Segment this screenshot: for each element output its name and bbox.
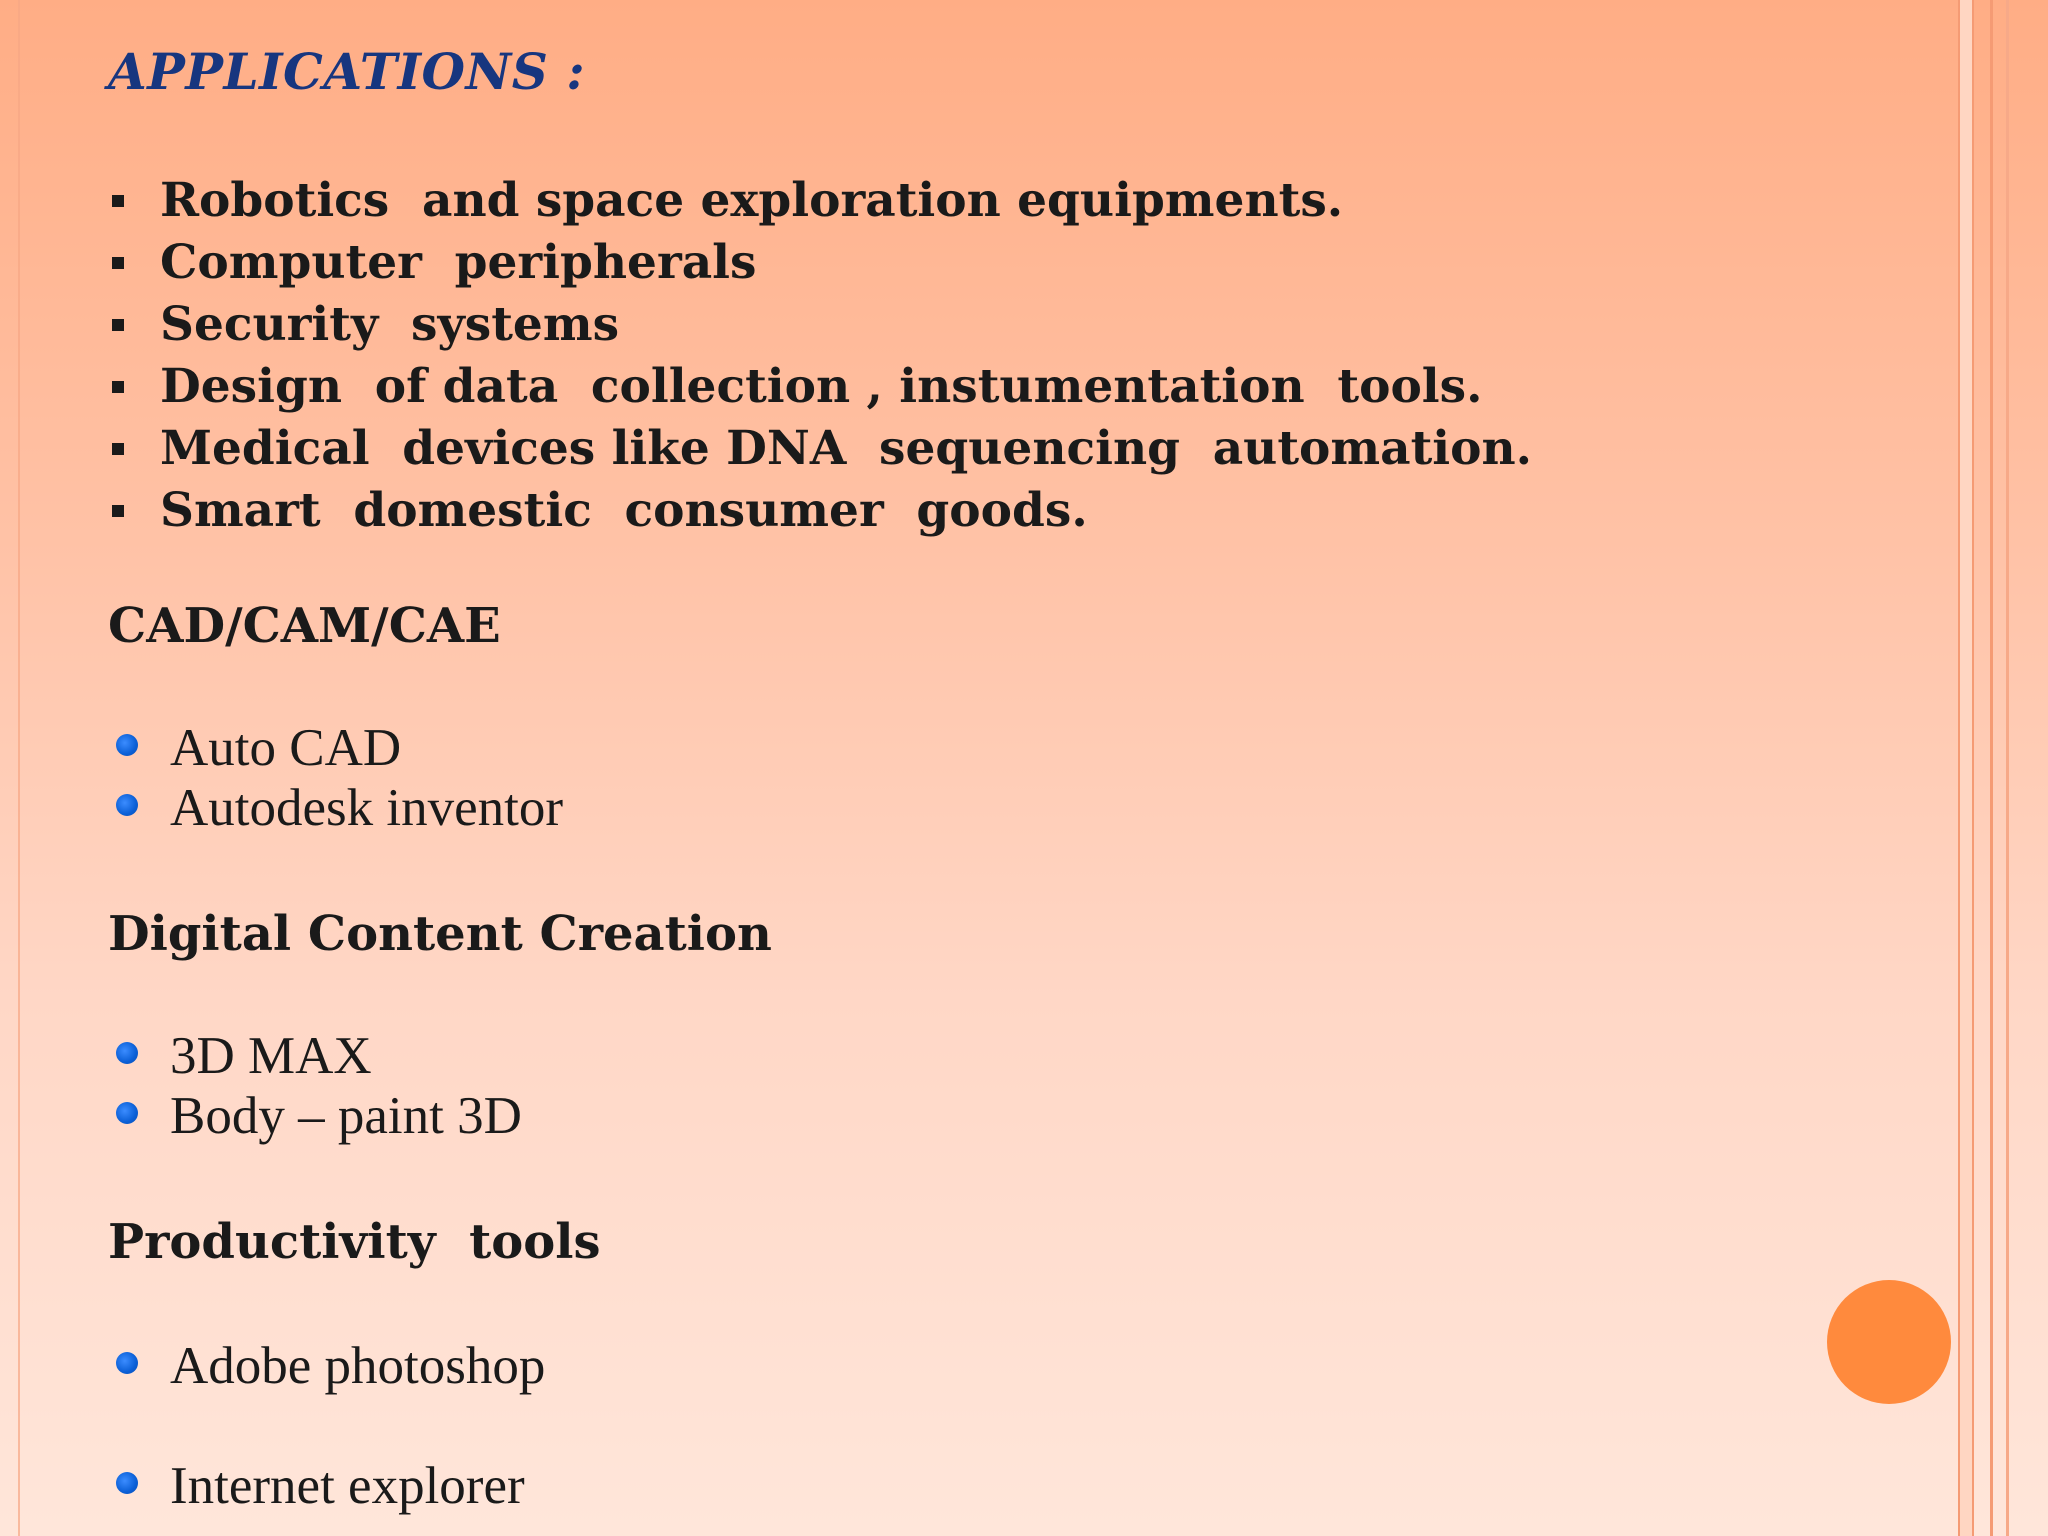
dot-bullet-icon: [116, 1352, 138, 1374]
frame-line-right-2: [2006, 0, 2009, 1536]
list-item: [108, 1026, 522, 1086]
list-item: [108, 418, 1532, 480]
applications-list: [108, 170, 1532, 542]
list-item-text: Body – paint 3D: [170, 1087, 522, 1145]
square-bullet-icon: [112, 443, 124, 455]
square-bullet-icon: [112, 505, 124, 517]
list-item-text: Internet explorer: [170, 1457, 525, 1515]
list-item-text: Computer peripherals: [160, 235, 757, 290]
dot-bullet-icon: [116, 794, 138, 816]
list-item: [108, 232, 1532, 294]
frame-band-right: [1958, 0, 1974, 1536]
dot-bullet-icon: [116, 734, 138, 756]
list-item-text: Auto CAD: [170, 719, 402, 777]
square-bullet-icon: [112, 257, 124, 269]
list-item-text: Security systems: [160, 297, 620, 352]
list-item: [108, 1086, 522, 1146]
cad-tools-list: [108, 718, 563, 838]
section-heading-productivity: Productivity tools: [108, 1214, 601, 1270]
list-item-text: Smart domestic consumer goods.: [160, 483, 1088, 538]
list-item-text: Robotics and space exploration equipments.: [160, 173, 1344, 228]
frame-line-left: [18, 0, 20, 1536]
list-item: [108, 1336, 545, 1456]
list-item: [108, 170, 1532, 232]
dot-bullet-icon: [116, 1102, 138, 1124]
dot-bullet-icon: [116, 1472, 138, 1494]
square-bullet-icon: [112, 319, 124, 331]
list-item-text: 3D MAX: [170, 1027, 372, 1085]
productivity-tools-list: [108, 1336, 545, 1516]
list-item: [108, 294, 1532, 356]
slide-title: APPLICATIONS :: [108, 42, 586, 101]
list-item: [108, 778, 563, 838]
digital-content-list: [108, 1026, 522, 1146]
list-item-text: Autodesk inventor: [170, 779, 564, 837]
section-heading-cad: CAD/CAM/CAE: [108, 598, 501, 654]
list-item: [108, 356, 1532, 418]
list-item: [108, 480, 1532, 542]
frame-line-right-1: [1990, 0, 1993, 1536]
dot-bullet-icon: [116, 1042, 138, 1064]
decorative-circle-icon: [1827, 1280, 1951, 1404]
list-item: [108, 718, 563, 778]
square-bullet-icon: [112, 381, 124, 393]
list-item: [108, 1456, 545, 1516]
section-heading-digital-content: Digital Content Creation: [108, 906, 772, 962]
square-bullet-icon: [112, 195, 124, 207]
list-item-text: Design of data collection , instumentation tools.: [160, 359, 1483, 414]
list-item-text: Medical devices like DNA sequencing automation.: [160, 421, 1533, 476]
list-item-text: Adobe photoshop: [170, 1337, 546, 1395]
